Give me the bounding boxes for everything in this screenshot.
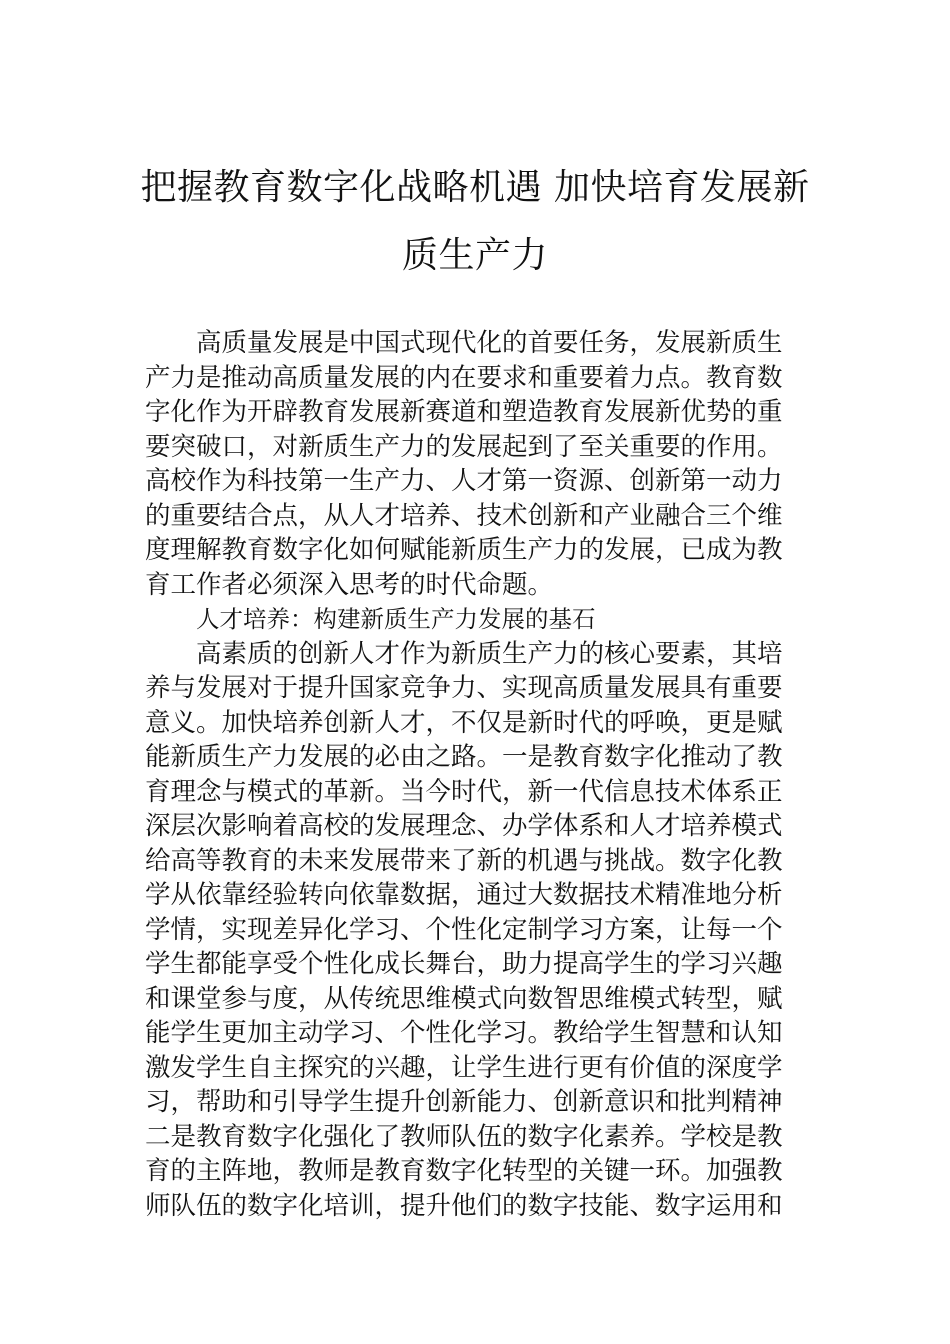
- body-line: 产力是推动高质量发展的内在要求和重要着力点。教育数: [145, 362, 783, 393]
- body-line: 育的主阵地，教师是教育数字化转型的关键一环。加强教: [145, 1156, 783, 1186]
- body-line: 度理解教育数字化如何赋能新质生产力的发展，已成为教: [145, 535, 783, 565]
- body-line: 的重要结合点，从人才培养、技术创新和产业融合三个维: [145, 500, 783, 531]
- body-line: 要突破口，对新质生产力的发展起到了至关重要的作用。: [145, 431, 783, 462]
- body-line: 深层次影响着高校的发展理念、办学体系和人才培养模式: [145, 811, 783, 841]
- body-line: 育工作者必须深入思考的时代命题。: [145, 569, 554, 600]
- body-line: 育理念与模式的革新。当今时代，新一代信息技术体系正: [145, 776, 783, 807]
- document-body: [145, 326, 810, 1223]
- body-line: 能新质生产力发展的必由之路。一是教育数字化推动了教: [145, 742, 783, 772]
- body-line: 字化作为开辟教育发展新赛道和塑造教育发展新优势的重: [145, 397, 783, 427]
- body-line: 能学生更加主动学习、个性化学习。教给学生智慧和认知: [145, 1018, 783, 1048]
- document-title-line-2: 质生产力: [401, 235, 548, 276]
- document-title-line-1: 把握教育数字化战略机遇 加快培育发展新: [140, 167, 810, 208]
- body-line: 二是教育数字化强化了教师队伍的数字化素养。学校是教: [145, 1121, 783, 1152]
- body-line: 学情，实现差异化学习、个性化定制学习方案，让每一个: [145, 914, 783, 945]
- body-line: 学从依靠经验转向依靠数据，通过大数据技术精准地分析: [145, 880, 783, 910]
- body-line: 习，帮助和引导学生提升创新能力、创新意识和批判精神: [145, 1087, 783, 1117]
- body-line: 给高等教育的未来发展带来了新的机遇与挑战。数字化教: [145, 845, 783, 876]
- body-line: 学生都能享受个性化成长舞台，助力提高学生的学习兴趣: [145, 949, 783, 979]
- body-line: 高素质的创新人才作为新质生产力的核心要素，其培: [196, 638, 783, 669]
- body-line: 高质量发展是中国式现代化的首要任务，发展新质生: [196, 328, 783, 358]
- body-line: 师队伍的数字化培训，提升他们的数字技能、数字运用和: [145, 1190, 783, 1221]
- body-line: 意义。加快培养创新人才，不仅是新时代的呼唤，更是赋: [145, 707, 783, 738]
- body-line: 和课堂参与度，从传统思维模式向数智思维模式转型，赋: [145, 983, 783, 1014]
- body-line: 高校作为科技第一生产力、人才第一资源、创新第一动力: [145, 466, 783, 496]
- body-line: 激发学生自主探究的兴趣，让学生进行更有价值的深度学: [145, 1052, 783, 1083]
- section-heading: 人才培养：构建新质生产力发展的基石: [196, 605, 596, 633]
- body-line: 养与发展对于提升国家竞争力、实现高质量发展具有重要: [145, 673, 783, 703]
